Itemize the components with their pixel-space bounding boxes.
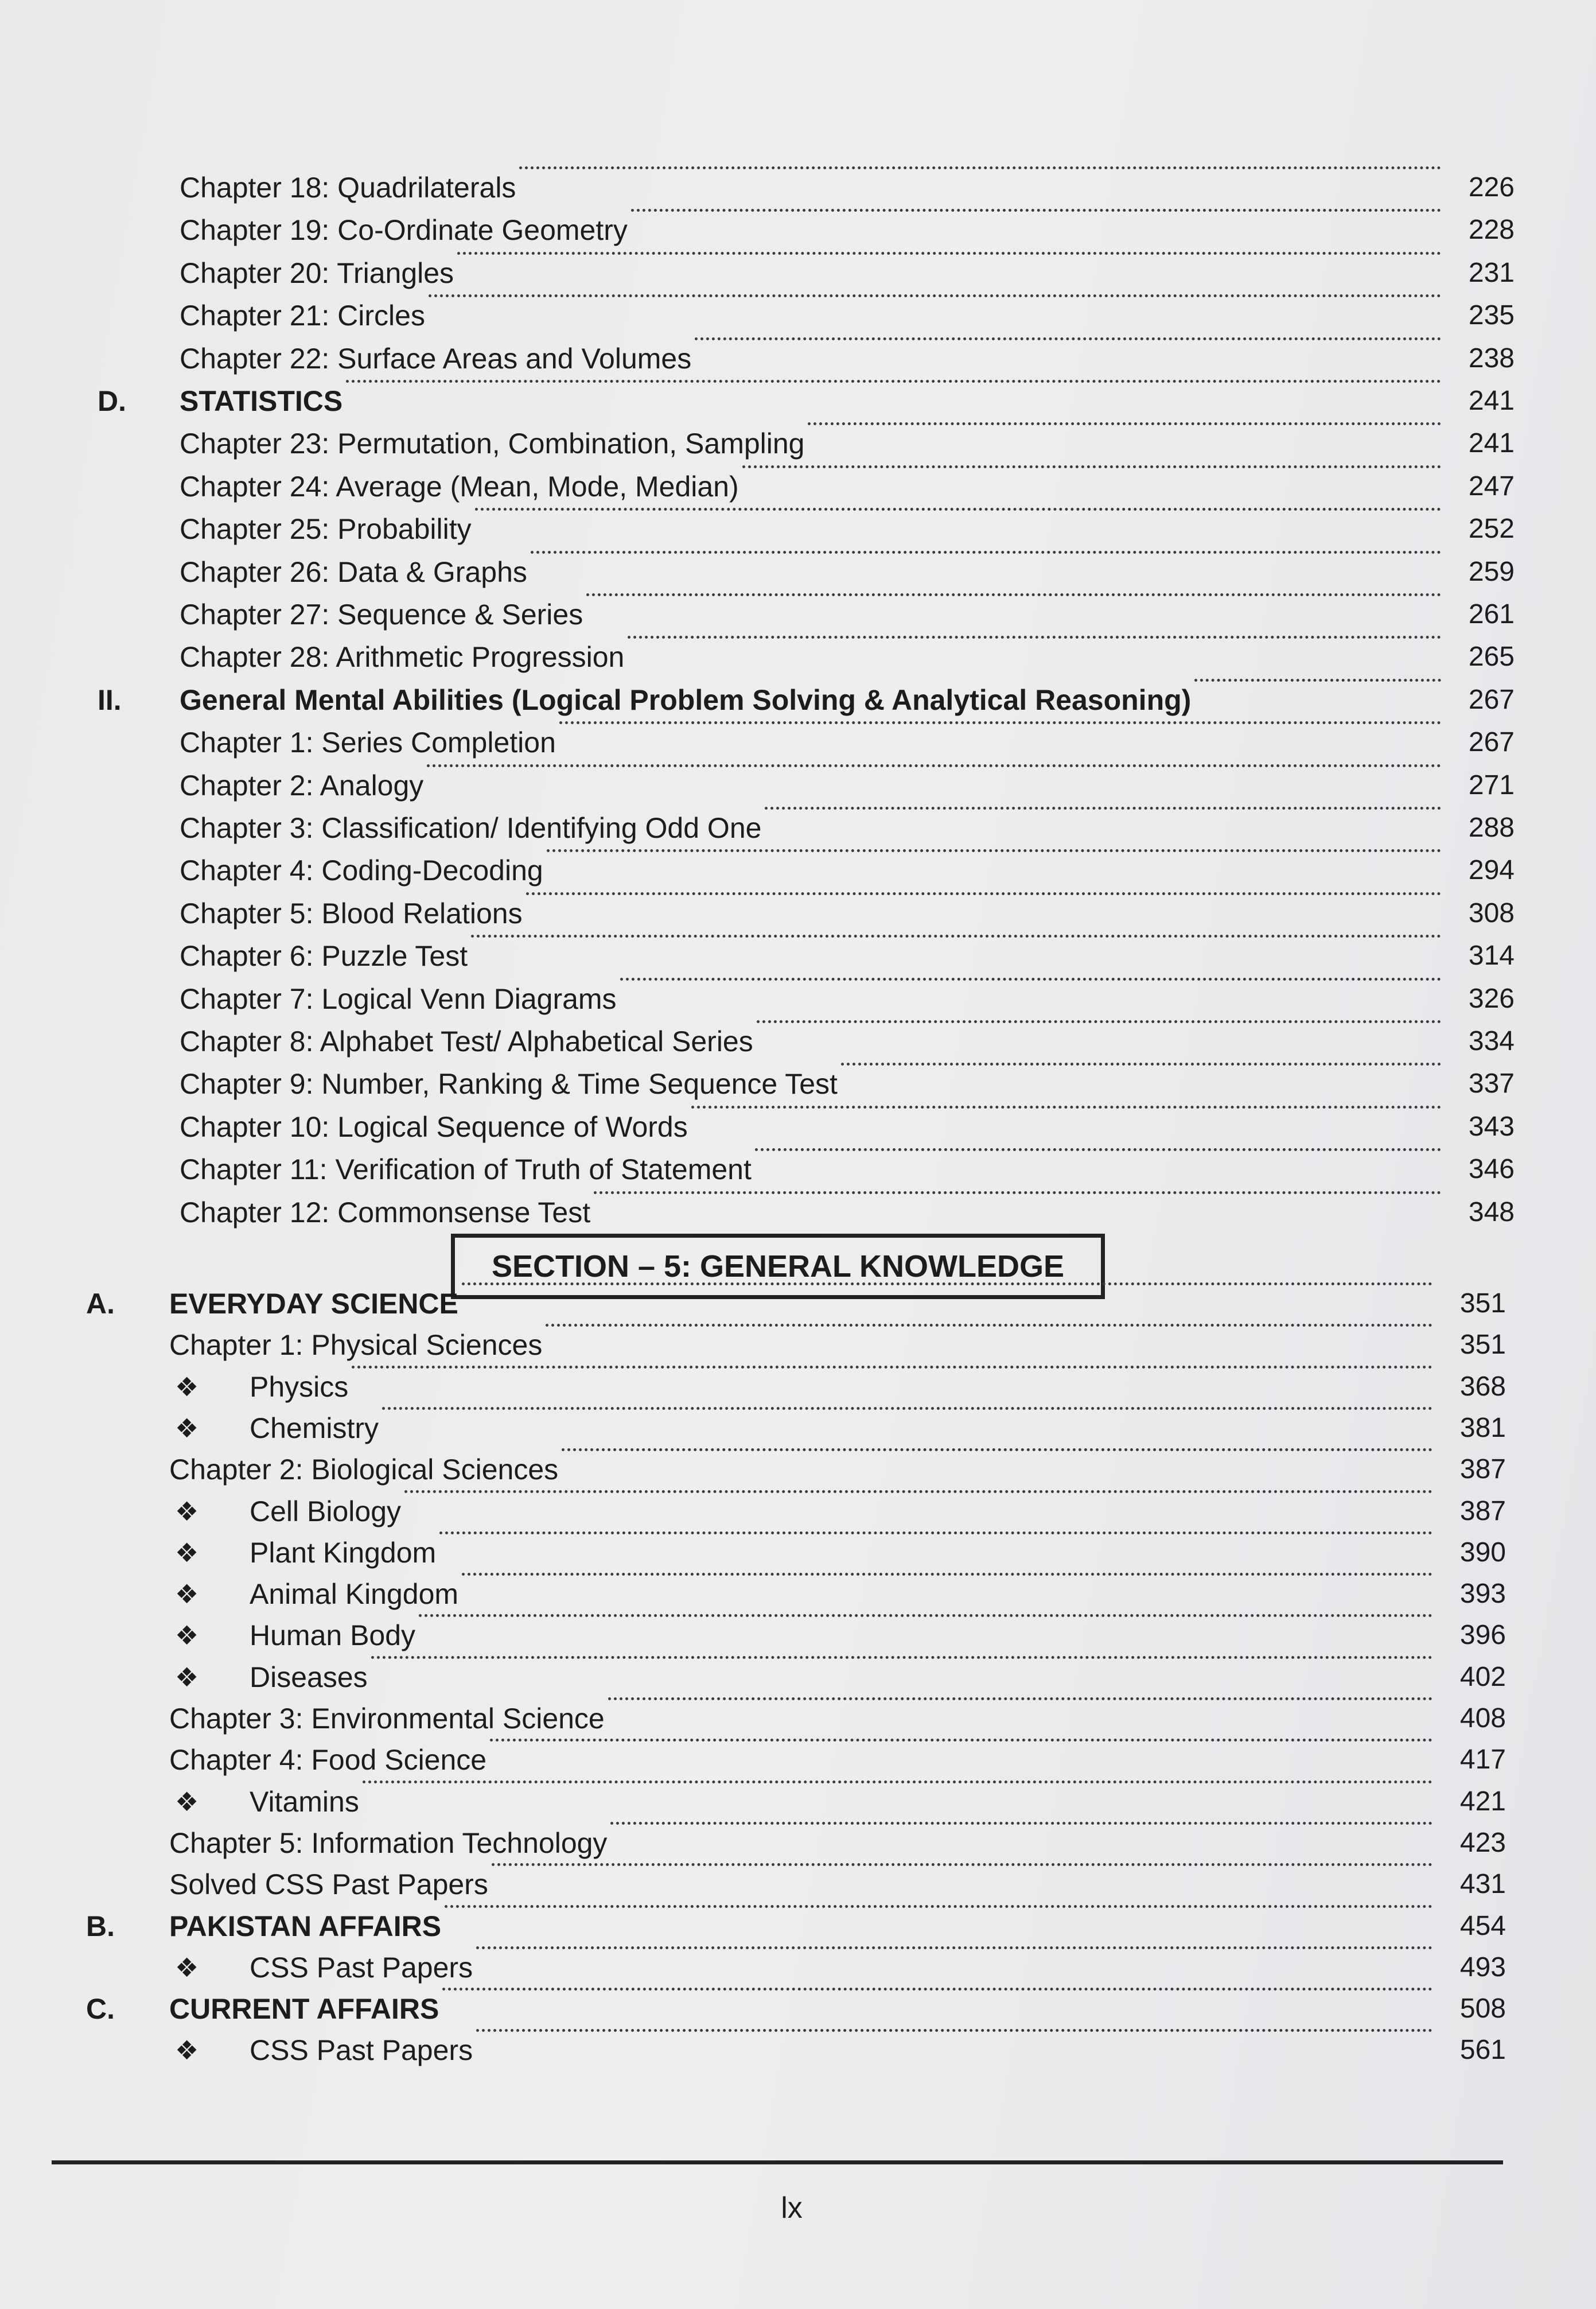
- toc-entry-title: Chapter 11: Verification of Truth of Statement: [180, 1153, 752, 1186]
- toc-entry-title: Chapter 5: Information Technology: [169, 1826, 608, 1859]
- toc-entry: [0, 978, 1596, 1020]
- toc-entry-title: Chapter 24: Average (Mean, Mode, Median): [180, 470, 739, 503]
- toc-entry-title: EVERYDAY SCIENCE: [169, 1288, 458, 1320]
- toc-page-number: 351: [1459, 1330, 1506, 1360]
- toc-entry: [0, 1573, 1596, 1615]
- dot-leader: [695, 337, 1441, 340]
- dot-leader: [610, 1822, 1432, 1825]
- dot-leader: [594, 1191, 1441, 1194]
- toc-entry-title: Chapter 1: Series Completion: [180, 726, 556, 759]
- toc-entry: [0, 422, 1596, 465]
- toc-page-number: 261: [1468, 599, 1515, 629]
- toc-entry-title: Chapter 23: Permutation, Combination, Sampling: [180, 427, 805, 460]
- dot-leader: [1194, 679, 1441, 682]
- dot-leader: [382, 1407, 1432, 1410]
- bullet-icon: ❖: [175, 1620, 199, 1651]
- toc-entry: [0, 508, 1596, 550]
- toc-page-number: 402: [1459, 1661, 1506, 1692]
- dot-leader: [475, 508, 1441, 511]
- toc-entry: [0, 1905, 1596, 1948]
- dot-leader: [547, 849, 1441, 852]
- toc-page-number: 252: [1468, 514, 1515, 545]
- toc-page-number: 387: [1459, 1454, 1506, 1485]
- toc-page-number: 343: [1468, 1111, 1515, 1142]
- toc-entry: [0, 679, 1596, 721]
- bullet-icon: ❖: [175, 1786, 199, 1817]
- toc-entry: [0, 1697, 1596, 1740]
- toc-entry: [0, 593, 1596, 636]
- dot-leader: [462, 1282, 1432, 1285]
- dot-leader: [608, 1697, 1432, 1700]
- toc-entry: [0, 465, 1596, 508]
- toc-entry: [0, 1781, 1596, 1823]
- toc-page-number: 314: [1468, 940, 1515, 971]
- toc-entry-title: General Mental Abilities (Logical Problem Solving & Analytical Reasoning): [180, 683, 1192, 716]
- toc-entry-title: Human Body: [250, 1619, 416, 1652]
- toc-entry: [0, 764, 1596, 807]
- toc-entry: [0, 1988, 1596, 2030]
- toc-entry: [0, 849, 1596, 892]
- toc-entry: [0, 252, 1596, 294]
- toc-entry: [0, 721, 1596, 764]
- toc-page-number: 265: [1468, 642, 1515, 673]
- toc-page-number: 421: [1459, 1786, 1506, 1817]
- toc-page-number: 396: [1459, 1620, 1506, 1651]
- toc-page-number: 390: [1459, 1537, 1506, 1568]
- toc-entry-title: Chapter 12: Commonsense Test: [180, 1196, 591, 1229]
- toc-entry: [0, 1366, 1596, 1408]
- toc-entry: [0, 209, 1596, 251]
- toc-entry-title: CSS Past Papers: [250, 1951, 473, 1984]
- toc-entry-title: Chapter 5: Blood Relations: [180, 897, 523, 930]
- toc-entry: [0, 1063, 1596, 1105]
- dot-leader: [841, 1063, 1441, 1066]
- bullet-icon: ❖: [175, 1662, 199, 1692]
- toc-entry: [0, 551, 1596, 593]
- toc-entry-title: Chapter 25: Probability: [180, 513, 472, 546]
- toc-page-number: 346: [1468, 1154, 1515, 1185]
- toc-entry-title: Chapter 21: Circles: [180, 300, 425, 332]
- toc-entry-title: Chapter 10: Logical Sequence of Words: [180, 1110, 688, 1143]
- toc-page-number: 351: [1459, 1288, 1506, 1319]
- toc-entry: [0, 1656, 1596, 1698]
- toc-entry-title: Chapter 1: Physical Sciences: [169, 1329, 543, 1362]
- dot-leader: [352, 1366, 1432, 1369]
- section-letter: II.: [98, 683, 122, 716]
- bullet-icon: ❖: [175, 2035, 199, 2066]
- toc-entry-title: Chapter 7: Logical Venn Diagrams: [180, 982, 617, 1015]
- toc-page-number: 368: [1459, 1371, 1506, 1402]
- toc-entry-title: Solved CSS Past Papers: [169, 1868, 488, 1901]
- toc-page-number: 288: [1468, 813, 1515, 843]
- toc-entry: [0, 1448, 1596, 1491]
- toc-page-number: 387: [1459, 1495, 1506, 1526]
- toc-entry-title: Chapter 3: Environmental Science: [169, 1702, 605, 1735]
- toc-page-number: 348: [1468, 1196, 1515, 1227]
- toc-entry: [0, 1407, 1596, 1449]
- toc-page-number: 267: [1468, 727, 1515, 758]
- toc-page-number: 326: [1468, 983, 1515, 1014]
- toc-page-number: 381: [1459, 1412, 1506, 1443]
- toc-entry-title: Vitamins: [250, 1785, 359, 1818]
- toc-entry-title: Chapter 2: Biological Sciences: [169, 1453, 559, 1486]
- toc-entry: [0, 935, 1596, 977]
- toc-page-number: 408: [1459, 1703, 1506, 1733]
- toc-entry: [0, 892, 1596, 935]
- toc-page-number: 337: [1468, 1068, 1515, 1099]
- toc-page-number: 431: [1459, 1869, 1506, 1900]
- toc-entry-title: Chapter 26: Data & Graphs: [180, 555, 527, 588]
- toc-entry-title: Chapter 2: Analogy: [180, 769, 424, 802]
- bullet-icon: ❖: [175, 1952, 199, 1983]
- dot-leader: [620, 978, 1441, 981]
- toc-page-number: 247: [1468, 471, 1515, 502]
- dot-leader: [757, 1020, 1441, 1023]
- dot-leader: [546, 1324, 1432, 1327]
- section-letter: C.: [86, 1993, 115, 2026]
- toc-page-number: 267: [1468, 684, 1515, 715]
- toc-entry: [0, 1490, 1596, 1533]
- dot-leader: [442, 1988, 1432, 1991]
- toc-page-number: 308: [1468, 897, 1515, 928]
- toc-entry: [0, 1614, 1596, 1657]
- toc-page-number: 235: [1468, 300, 1515, 331]
- dot-leader: [471, 935, 1441, 938]
- dot-leader: [765, 807, 1441, 810]
- dot-leader: [427, 764, 1441, 767]
- toc-entry: [0, 1020, 1596, 1063]
- toc-page-number: 241: [1468, 428, 1515, 459]
- toc-entry-title: Plant Kingdom: [250, 1536, 437, 1569]
- toc-entry-title: CSS Past Papers: [250, 2034, 473, 2067]
- toc-entry: [0, 1739, 1596, 1781]
- toc-entry: [0, 1106, 1596, 1148]
- toc-page-number: 393: [1459, 1579, 1506, 1610]
- toc-entry: [0, 1282, 1596, 1325]
- dot-leader: [559, 721, 1441, 724]
- dot-leader: [490, 1739, 1432, 1742]
- section-letter: D.: [98, 385, 126, 417]
- toc-entry: [0, 1863, 1596, 1906]
- dot-leader: [628, 636, 1441, 639]
- toc-entry: [0, 1531, 1596, 1574]
- toc-entry-title: Animal Kingdom: [250, 1578, 459, 1611]
- toc-entry-title: Chapter 20: Triangles: [180, 256, 454, 289]
- toc-entry: [0, 337, 1596, 380]
- toc-page-number: 334: [1468, 1026, 1515, 1056]
- dot-leader: [462, 1573, 1432, 1576]
- toc-page-number: 238: [1468, 343, 1515, 374]
- toc-entry: [0, 1822, 1596, 1864]
- toc-page-number: 561: [1459, 2035, 1506, 2066]
- toc-entry-title: STATISTICS: [180, 385, 343, 417]
- toc-page-number: 508: [1459, 1993, 1506, 2024]
- dot-leader: [404, 1490, 1432, 1493]
- toc-page-number: 423: [1459, 1827, 1506, 1858]
- toc-entry: [0, 2029, 1596, 2071]
- dot-leader: [562, 1448, 1432, 1451]
- toc-entry-title: Chapter 18: Quadrilaterals: [180, 172, 516, 204]
- toc-entry: [0, 1324, 1596, 1366]
- dot-leader: [457, 252, 1441, 255]
- bullet-icon: ❖: [175, 1496, 199, 1526]
- toc-entry-title: Chapter 9: Number, Ranking & Time Sequence Test: [180, 1068, 838, 1101]
- toc-entry-title: Chapter 27: Sequence & Series: [180, 598, 583, 631]
- toc-entry: [0, 294, 1596, 337]
- dot-leader: [531, 551, 1441, 554]
- toc-entry-title: Chapter 4: Food Science: [169, 1744, 487, 1777]
- footer-rule: [52, 2160, 1503, 2164]
- toc-entry: [0, 807, 1596, 849]
- toc-entry: [0, 636, 1596, 678]
- toc-page-number: 241: [1468, 386, 1515, 416]
- dot-leader: [755, 1148, 1441, 1151]
- toc-page-number: 228: [1468, 215, 1515, 246]
- dot-leader: [419, 1614, 1432, 1617]
- dot-leader: [519, 166, 1441, 169]
- toc-entry-title: Diseases: [250, 1661, 368, 1693]
- toc-page-number: 231: [1468, 257, 1515, 288]
- dot-leader: [526, 892, 1441, 895]
- toc-entry-title: Chapter 4: Coding-Decoding: [180, 854, 543, 887]
- toc-page-number: 454: [1459, 1910, 1506, 1941]
- toc-entry-title: Physics: [250, 1370, 349, 1403]
- toc-entry: [0, 380, 1596, 422]
- dot-leader: [439, 1531, 1432, 1534]
- dot-leader: [492, 1863, 1432, 1866]
- dot-leader: [363, 1781, 1432, 1783]
- dot-leader: [371, 1656, 1432, 1659]
- dot-leader: [445, 1905, 1432, 1908]
- toc-entry-title: Chapter 19: Co-Ordinate Geometry: [180, 214, 628, 247]
- bullet-icon: ❖: [175, 1413, 199, 1443]
- toc-entry-title: Chapter 28: Arithmetic Progression: [180, 641, 625, 674]
- section-letter: A.: [86, 1288, 115, 1320]
- section-heading: SECTION – 5: GENERAL KNOWLEDGE: [451, 1234, 1105, 1299]
- toc-page-number: 493: [1459, 1952, 1506, 1983]
- toc-entry-title: Chapter 8: Alphabet Test/ Alphabetical Series: [180, 1025, 753, 1058]
- toc-entry-title: CURRENT AFFAIRS: [169, 1993, 439, 2026]
- toc-page-number: 417: [1459, 1744, 1506, 1775]
- toc-page-number: 294: [1468, 855, 1515, 886]
- dot-leader: [346, 380, 1441, 383]
- toc-entry-title: Chemistry: [250, 1412, 379, 1444]
- dot-leader: [808, 422, 1441, 425]
- dot-leader: [586, 593, 1441, 596]
- toc-page-number: 226: [1468, 172, 1515, 203]
- toc-entry-title: Chapter 6: Puzzle Test: [180, 940, 468, 973]
- dot-leader: [742, 465, 1441, 468]
- dot-leader: [476, 2029, 1432, 2032]
- footer-page-number: lx: [781, 2191, 803, 2225]
- dot-leader: [476, 1946, 1432, 1949]
- toc-page-number: 271: [1468, 769, 1515, 800]
- section-letter: B.: [86, 1910, 115, 1942]
- toc-entry-title: PAKISTAN AFFAIRS: [169, 1910, 442, 1942]
- toc-entry: [0, 1148, 1596, 1191]
- bullet-icon: ❖: [175, 1537, 199, 1568]
- toc-entry: [0, 166, 1596, 209]
- toc-entry: [0, 1946, 1596, 1989]
- toc-entry: [0, 1191, 1596, 1234]
- dot-leader: [631, 209, 1441, 212]
- bullet-icon: ❖: [175, 1371, 199, 1402]
- toc-page-number: 259: [1468, 556, 1515, 587]
- dot-leader: [429, 294, 1441, 297]
- bullet-icon: ❖: [175, 1579, 199, 1610]
- dot-leader: [691, 1106, 1441, 1109]
- toc-entry-title: Cell Biology: [250, 1495, 402, 1527]
- toc-entry-title: Chapter 3: Classification/ Identifying Odd One: [180, 812, 762, 844]
- toc-entry-title: Chapter 22: Surface Areas and Volumes: [180, 342, 692, 375]
